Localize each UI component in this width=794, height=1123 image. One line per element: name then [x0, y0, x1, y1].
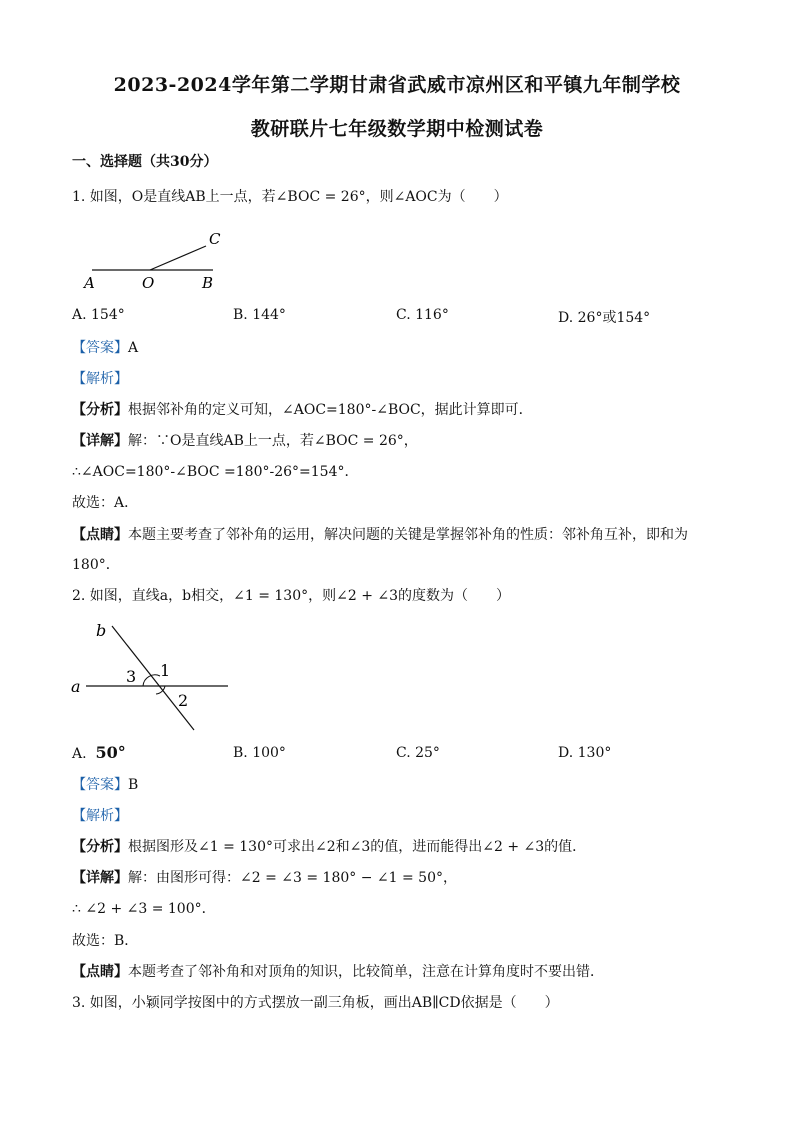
q2-dianjing-tag: 【点睛】 [72, 964, 128, 980]
q1-option-a: A. 154° [72, 307, 125, 323]
q2-option-a-prefix: A. [72, 746, 87, 762]
exam-title-line1: 2023-2024学年第二学期甘肃省武威市凉州区和平镇九年制学校 [113, 74, 681, 96]
q1-option-b: B. 144° [233, 307, 286, 323]
q2-figure [68, 616, 238, 738]
q2-answer [72, 775, 138, 795]
q2-dianjing [72, 962, 604, 982]
q1-ray-oc [150, 246, 206, 270]
q1-jiexi: 【解析】 [72, 371, 128, 387]
q1-xiangjie-tag: 【详解】 [72, 433, 128, 449]
q1-label-b: B [202, 274, 214, 292]
q2-dianjing-text: 本题考查了邻补角和对顶角的知识，比较简单，注意在计算角度时不要出错． [128, 964, 604, 980]
q1-figure [78, 226, 238, 292]
q1-fenxi-text: 根据邻补角的定义可知，∠AOC=180°-∠BOC，据此计算即可． [128, 402, 533, 418]
q1-option-c: C. 116° [396, 307, 449, 323]
q2-answer-tag: 【答案】 [72, 777, 128, 793]
q2-option-a-value: 50° [95, 743, 126, 762]
q2-line-b [112, 626, 194, 730]
q1-fenxi [72, 400, 533, 420]
q1-dianjing-tag: 【点睛】 [72, 527, 128, 543]
q1-label-o: O [142, 274, 155, 292]
q2-option-a [72, 743, 126, 762]
q1-stem: 1. 如图，O是直线AB上一点，若∠BOC = 26°，则∠AOC为（ ） [72, 189, 508, 205]
q2-label-a: a [71, 677, 81, 696]
q1-dianjing-line2: 180°． [72, 557, 120, 573]
q1-xiangjie [72, 431, 418, 451]
q1-xiangjie-line2: ∴∠AOC=180°-∠BOC =180°-26°=154°． [72, 464, 359, 480]
q2-xiangjie-tag: 【详解】 [72, 870, 128, 886]
q2-jiexi: 【解析】 [72, 808, 128, 824]
q1-answer-tag: 【答案】 [72, 340, 128, 356]
q2-label-2: 2 [178, 691, 189, 710]
q1-dianjing [72, 525, 688, 545]
section-heading: 一、选择题（共30分） [72, 154, 218, 170]
q1-xiangjie-line1: 解：∵O是直线AB上一点，若∠BOC = 26°， [128, 433, 418, 449]
q1-label-a: A [84, 274, 95, 292]
q2-fenxi [72, 837, 586, 857]
exam-title-line2: 教研联片七年级数学期中检测试卷 [250, 118, 544, 140]
q2-fenxi-tag: 【分析】 [72, 839, 128, 855]
q2-label-b: b [96, 621, 107, 640]
q2-label-1: 1 [160, 661, 171, 680]
q2-option-d: D. 130° [558, 745, 612, 761]
q1-dianjing-line1: 本题主要考查了邻补角的运用，解决问题的关键是掌握邻补角的性质：邻补角互补，即和为 [128, 527, 688, 543]
q1-fenxi-tag: 【分析】 [72, 402, 128, 418]
q1-option-d: D. 26°或154° [558, 310, 651, 326]
q3-stem: 3. 如图，小颖同学按图中的方式摆放一副三角板，画出AB∥CD依据是（ ） [72, 995, 559, 1011]
q2-fenxi-text: 根据图形及∠1 = 130°可求出∠2和∠3的值，进而能得出∠2 + ∠3的值． [128, 839, 587, 855]
q2-guxuan: 故选：B． [72, 933, 139, 949]
q2-answer-value: B [128, 777, 139, 793]
q2-xiangjie-line2: ∴ ∠2 + ∠3 = 100°． [72, 901, 216, 917]
q2-option-b: B. 100° [233, 745, 286, 761]
q1-answer-value: A [128, 340, 139, 356]
q1-answer [72, 338, 138, 358]
q2-stem: 2. 如图，直线a，b相交，∠1 = 130°，则∠2 + ∠3的度数为（ ） [72, 588, 511, 604]
q2-label-3: 3 [126, 667, 137, 686]
q2-xiangjie [72, 868, 457, 888]
q1-guxuan: 故选：A． [72, 495, 139, 511]
q2-option-c: C. 25° [396, 745, 440, 761]
q1-label-c: C [209, 230, 221, 248]
q2-xiangjie-line1: 解：由图形可得：∠2 = ∠3 = 180° − ∠1 = 50°， [128, 870, 457, 886]
